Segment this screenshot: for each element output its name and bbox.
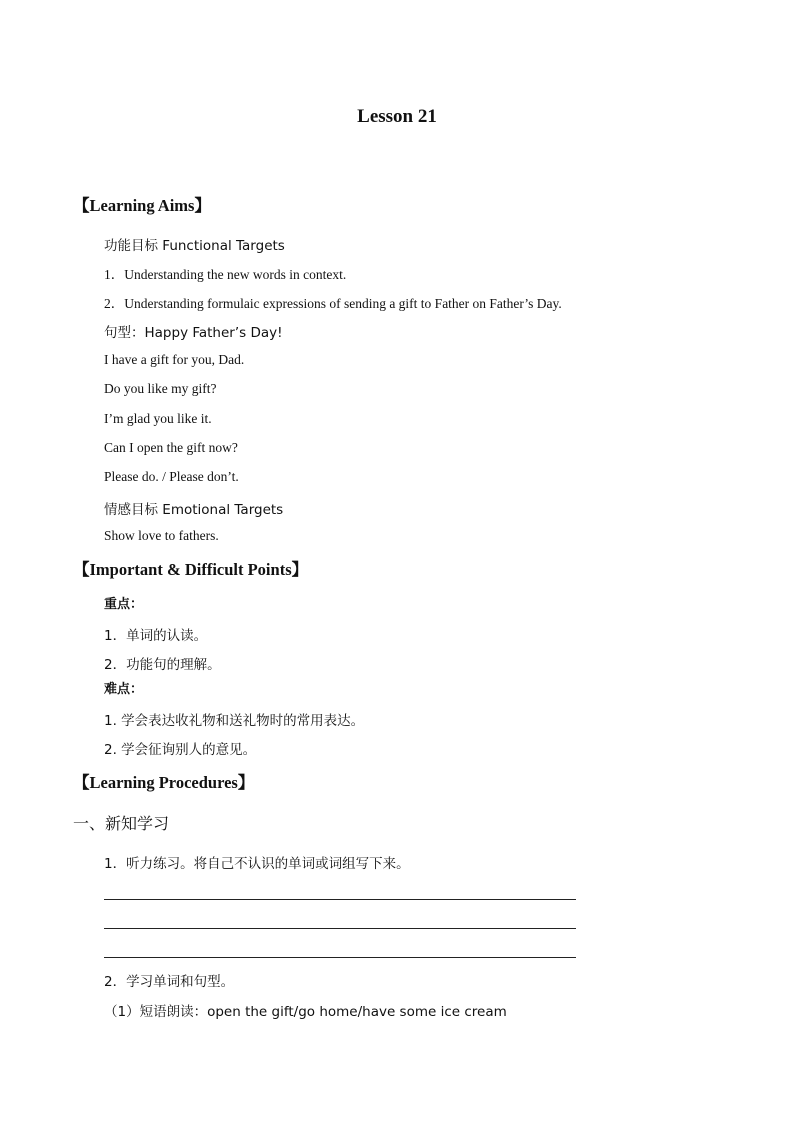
key-points-label: 重点： xyxy=(104,597,144,612)
sentence-5: Please do. / Please don’t. xyxy=(104,469,239,484)
procedures-heading: 【Learning Procedures】 xyxy=(73,773,255,792)
key-point-1: 1．单词的认读。 xyxy=(104,628,208,644)
sentence-2: Do you like my gift? xyxy=(104,381,217,396)
sentence-3: I’m glad you like it. xyxy=(104,411,212,426)
points-heading: 【Important & Difficult Points】 xyxy=(73,560,309,579)
answer-line-3[interactable] xyxy=(104,957,576,958)
sentence-4: Can I open the gift now? xyxy=(104,440,238,455)
sentence-pattern: 句型：Happy Father’s Day! xyxy=(104,325,283,341)
task-2: 2．学习单词和句型。 xyxy=(104,974,235,990)
page-title: Lesson 21 xyxy=(357,106,437,127)
difficult-point-2: 2. 学会征询别人的意见。 xyxy=(104,742,257,758)
aim-item-1: 1．Understanding the new words in context. xyxy=(104,267,347,282)
task-2-1: （1）短语朗读：open the gift/go home/have some ice cream xyxy=(104,1004,507,1020)
emotional-item: Show love to fathers. xyxy=(104,528,219,543)
sentence-1: I have a gift for you, Dad. xyxy=(104,352,245,367)
answer-line-2[interactable] xyxy=(104,928,576,929)
functional-targets-label: 功能目标 Functional Targets xyxy=(104,238,285,254)
difficult-point-1: 1. 学会表达收礼物和送礼物时的常用表达。 xyxy=(104,713,365,729)
answer-line-1[interactable] xyxy=(104,899,576,900)
emotional-targets-label: 情感目标 Emotional Targets xyxy=(104,502,284,518)
learning-aims-heading: 【Learning Aims】 xyxy=(73,196,211,215)
aim-item-2: 2．Understanding formulaic expressions of sending a gift to Father on Father’s Day. xyxy=(104,296,562,311)
part-one-heading: 一、新知学习 xyxy=(73,814,170,833)
key-point-2: 2．功能句的理解。 xyxy=(104,657,221,673)
difficult-points-label: 难点： xyxy=(104,682,144,697)
task-1: 1．听力练习。将自己不认识的单词或词组写下来。 xyxy=(104,856,410,872)
